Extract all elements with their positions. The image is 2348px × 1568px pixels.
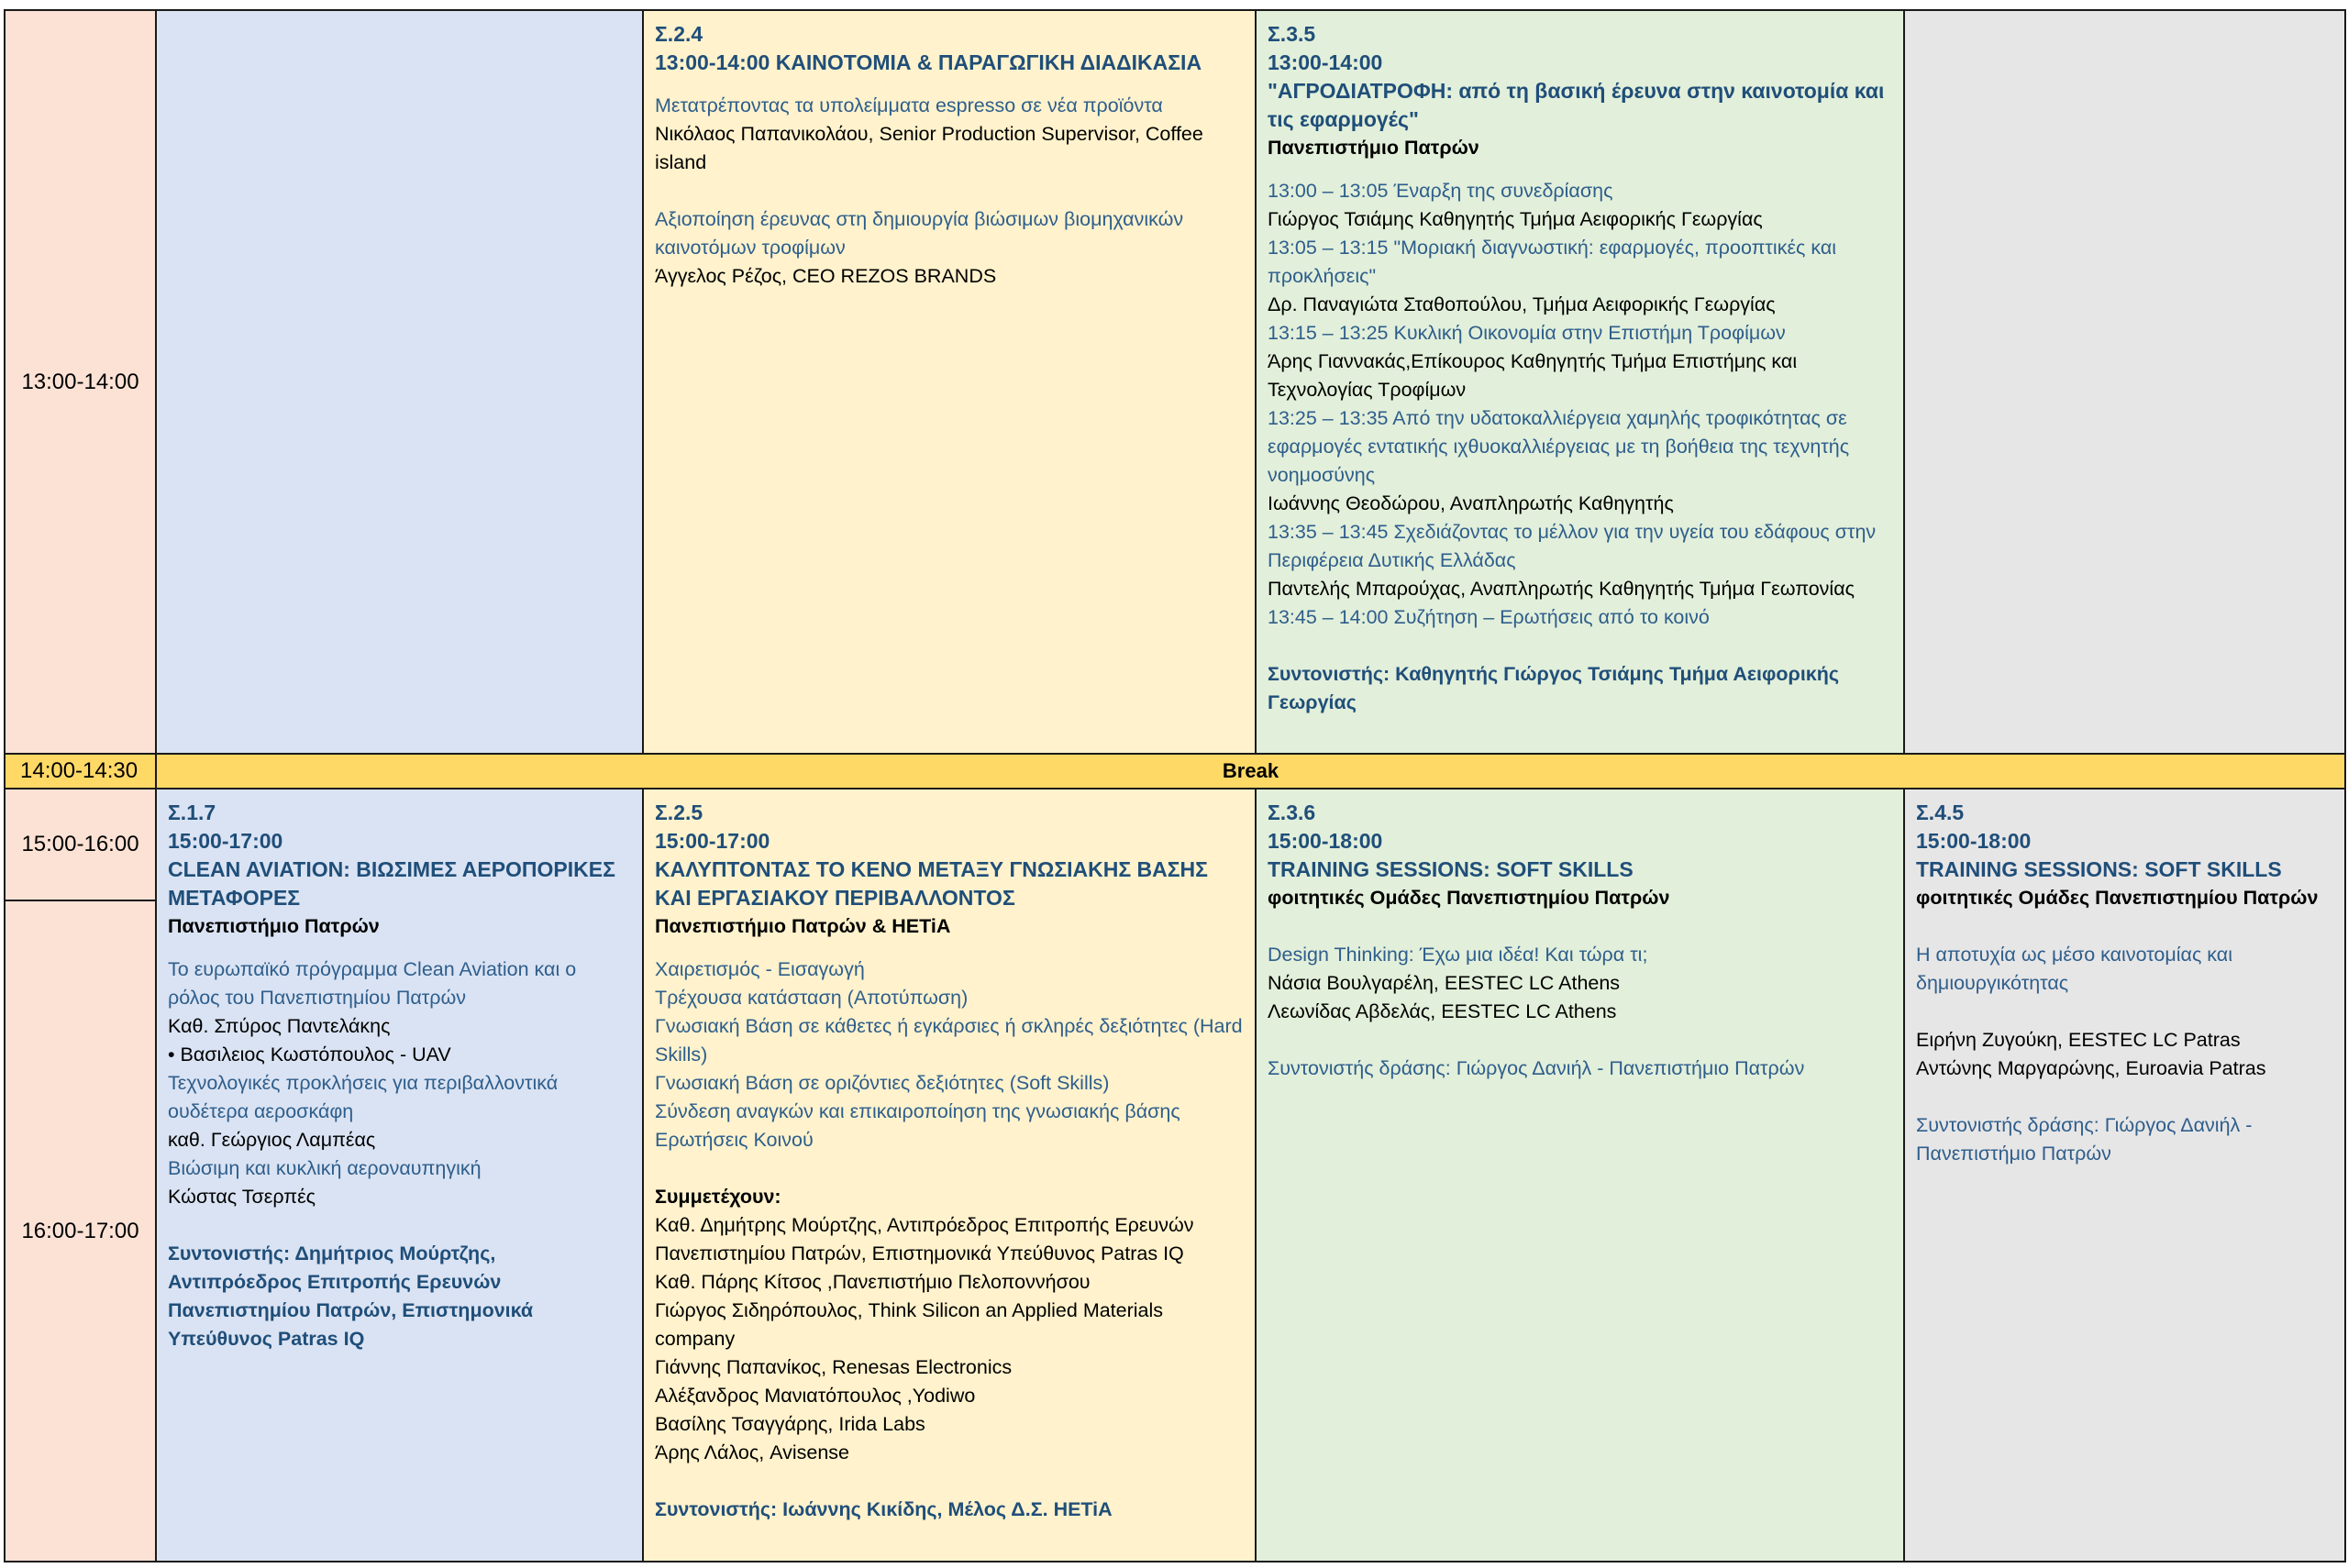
session-coordinator: Συντονιστής: Δημήτριος Μούρτζης, Αντιπρόεδρος Επιτροπής Ερευνών Πανεπιστημίου Πατρών, Επιστημονικά Υπεύθυνος Patras IQ [168,1242,534,1350]
session-title: 13:00-14:00 ΚΑΙΝΟΤΟΜΙΑ & ΠΑΡΑΓΩΓΙΚΗ ΔΙΑΔΙΚΑΣΙΑ [655,50,1202,74]
session-org: Πανεπιστήμιο Πατρών [1268,137,1479,159]
session-s35 [1255,9,1905,755]
track1-empty-cell [155,9,644,755]
session-s25 [642,788,1257,1562]
break-label: Break [1222,759,1279,782]
agenda-item: Τρέχουσα κατάσταση (Αποτύπωση) [655,987,969,1009]
agenda-item: Γνωσιακή Βάση σε κάθετες ή εγκάρσιες ή σκληρές δεξιότητες (Hard Skills) [655,1015,1243,1066]
track4-empty-cell [1903,9,2346,755]
session-time: 15:00-17:00 [655,829,770,853]
session-time: 15:00-17:00 [168,829,283,853]
speaker: Γιώργος Τσιάμης Καθηγητής Τμήμα Αειφορικής Γεωργίας [1268,208,1763,230]
talk-title: 13:15 – 13:25 Κυκλική Οικονομία στην Επιστήμη Τροφίμων [1268,322,1786,344]
speaker: Δρ. Παναγιώτα Σταθοπούλου, Τμήμα Αειφορικής Γεωργίας [1268,293,1776,315]
time-label: 15:00-16:00 [21,832,139,856]
session-title: CLEAN AVIATION: ΒΙΩΣΙΜΕΣ ΑΕΡΟΠΟΡΙΚΕΣ ΜΕΤΑΦΟΡΕΣ [168,857,615,910]
session-code: Σ.2.4 [655,22,703,46]
session-title: TRAINING SESSIONS: SOFT SKILLS [1268,857,1634,881]
participant: Γιάννης Παπανίκος, Renesas Electronics [655,1356,1013,1378]
time-cell-1500 [4,788,157,901]
session-s45 [1903,788,2346,1562]
session-org: Πανεπιστήμιο Πατρών [168,915,380,937]
session-coordinator: Συντονιστής δράσης: Γιώργος Δανιήλ - Πανεπιστήμιο Πατρών [1916,1114,2253,1165]
session-coordinator: Συντονιστής δράσης: Γιώργος Δανιήλ - Πανεπιστήμιο Πατρών [1268,1057,1805,1079]
time-label: 14:00-14:30 [20,758,138,783]
participant: Βασίλης Τσαγγάρης, Irida Labs [655,1413,925,1435]
session-time: 13:00-14:00 [1268,50,1383,74]
session-coordinator: Συντονιστής: Καθηγητής Γιώργος Τσιάμης Τμήμα Αειφορικής Γεωργίας [1268,663,1840,713]
participant: Αλέξανδρος Μανιατόπουλος ,Yodiwo [655,1385,976,1407]
closing-discussion: 13:45 – 14:00 Συζήτηση – Ερωτήσεις από το κοινό [1268,606,1710,628]
session-time: 15:00-18:00 [1916,829,2032,853]
speaker: Αντώνης Μαργαρώνης, Euroavia Patras [1916,1057,2266,1079]
session-code: Σ.1.7 [168,801,216,824]
speaker: Άρης Γιαννακάς,Επίκουρος Καθηγητής Τμήμα Επιστήμης και Τεχνολογίας Τροφίμων [1268,350,1798,401]
talk-title: Αξιοποίηση έρευνας στη δημιουργία βιώσιμων βιομηχανικών καινοτόμων τροφίμων [655,208,1184,259]
session-coordinator: Συντονιστής: Ιωάννης Κικίδης, Μέλος Δ.Σ. HETiA [655,1498,1113,1520]
talk-title: Μετατρέποντας τα υπολείμματα espresso σε νέα προϊόντα [655,94,1163,116]
participant: Άρης Λάλος, Avisense [655,1441,850,1463]
speaker: • Βασιλειος Κωστόπουλος - UAV [168,1043,451,1066]
session-title: ΚΑΛΥΠΤΟΝΤΑΣ ΤΟ ΚΕΝΟ ΜΕΤΑΞΥ ΓΝΩΣΙΑΚΗΣ ΒΑΣΗΣ ΚΑΙ ΕΡΓΑΣΙΑΚΟΥ ΠΕΡΙΒΑΛΛΟΝΤΟΣ [655,857,1208,910]
break-row [155,753,2346,790]
session-code: Σ.3.6 [1268,801,1316,824]
speaker: Ειρήνη Ζυγούκη, EESTEC LC Patras [1916,1029,2241,1051]
session-org: φοιτητικές Ομάδες Πανεπιστημίου Πατρών [1268,887,1670,909]
talk-title: 13:25 – 13:35 Από την υδατοκαλλιέργεια χαμηλής τροφικότητας σε εφαρμογές εντατικής ιχθυοκαλλιέργειας με τη βοήθεια της τεχνητής νοημοσύνης [1268,407,1850,486]
speaker: Παντελής Μπαρούχας, Αναπληρωτής Καθηγητής Τμήμα Γεωπονίας [1268,578,1855,600]
session-code: Σ.3.5 [1268,22,1316,46]
speaker: Κώστας Τσερπές [168,1186,316,1208]
talk-title: Τεχνολογικές προκλήσεις για περιβαλλοντικά ουδέτερα αεροσκάφη [168,1072,559,1122]
speaker: Καθ. Σπύρος Παντελάκης [168,1015,391,1037]
session-org: φοιτητικές Ομάδες Πανεπιστημίου Πατρών [1916,887,2319,909]
session-s17 [155,788,644,1562]
session-title: "ΑΓΡΟΔΙΑΤΡΟΦΗ: από τη βασική έρευνα στην καινοτομία και τις εφαρμογές" [1268,79,1885,131]
time-label: 16:00-17:00 [21,1218,139,1243]
speaker: καθ. Γεώργιος Λαμπέας [168,1129,376,1151]
session-s24 [642,9,1257,755]
talk-title: Design Thinking: Έχω μια ιδέα! Και τώρα τι; [1268,944,1648,966]
agenda-item: Ερωτήσεις Κοινού [655,1129,814,1151]
session-time: 15:00-18:00 [1268,829,1383,853]
break-time-cell [4,753,157,790]
agenda-item: Χαιρετισμός - Εισαγωγή [655,958,865,980]
participant: Καθ. Δημήτρης Μούρτζης, Αντιπρόεδρος Επιτροπής Ερευνών Πανεπιστημίου Πατρών, Επιστημονικά Υπεύθυνος Patras IQ [655,1214,1194,1264]
time-cell-1600 [4,900,157,1562]
session-org: Πανεπιστήμιο Πατρών & HETiA [655,915,951,937]
speaker: Νικόλαος Παπανικολάου, Senior Production Supervisor, Coffee island [655,123,1203,173]
session-code: Σ.4.5 [1916,801,1965,824]
participant: Γιώργος Σιδηρόπουλος, Think Silicon an Applied Materials company [655,1299,1164,1350]
agenda-item: Σύνδεση αναγκών και επικαιροποίηση της γνωσιακής βάσης [655,1100,1180,1122]
participant: Καθ. Πάρης Κίτσος ,Πανεπιστήμιο Πελοποννήσου [655,1271,1091,1293]
session-s36 [1255,788,1905,1562]
talk-title: Βιώσιμη και κυκλική αεροναυπηγική [168,1157,482,1179]
participants-label: Συμμετέχουν: [655,1186,781,1208]
session-code: Σ.2.5 [655,801,703,824]
time-cell-1300 [4,9,157,755]
speaker: Λεωνίδας Αβδελάς, EESTEC LC Athens [1268,1000,1617,1022]
speaker: Άγγελος Ρέζος, CEO REZOS BRANDS [655,265,997,287]
time-label: 13:00-14:00 [21,369,139,394]
session-title: TRAINING SESSIONS: SOFT SKILLS [1916,857,2282,881]
talk-title: 13:35 – 13:45 Σχεδιάζοντας το μέλλον για την υγεία του εδάφους στην Περιφέρεια Δυτικής Ελλάδας [1268,521,1877,571]
talk-title: Το ευρωπαϊκό πρόγραμμα Clean Aviation και ο ρόλος του Πανεπιστημίου Πατρών [168,958,577,1009]
speaker: Ιωάννης Θεοδώρου, Αναπληρωτής Καθηγητής [1268,492,1674,514]
talk-title: 13:00 – 13:05 Έναρξη της συνεδρίασης [1268,180,1613,202]
speaker: Νάσια Βουλγαρέλη, EESTEC LC Athens [1268,972,1621,994]
agenda-item: Γνωσιακή Βάση σε οριζόντιες δεξιότητες (Soft Skills) [655,1072,1110,1094]
talk-title: 13:05 – 13:15 "Μοριακή διαγνωστική: εφαρμογές, προοπτικές και προκλήσεις" [1268,237,1837,287]
talk-title: Η αποτυχία ως μέσο καινοτομίας και δημιουργικότητας [1916,944,2232,994]
